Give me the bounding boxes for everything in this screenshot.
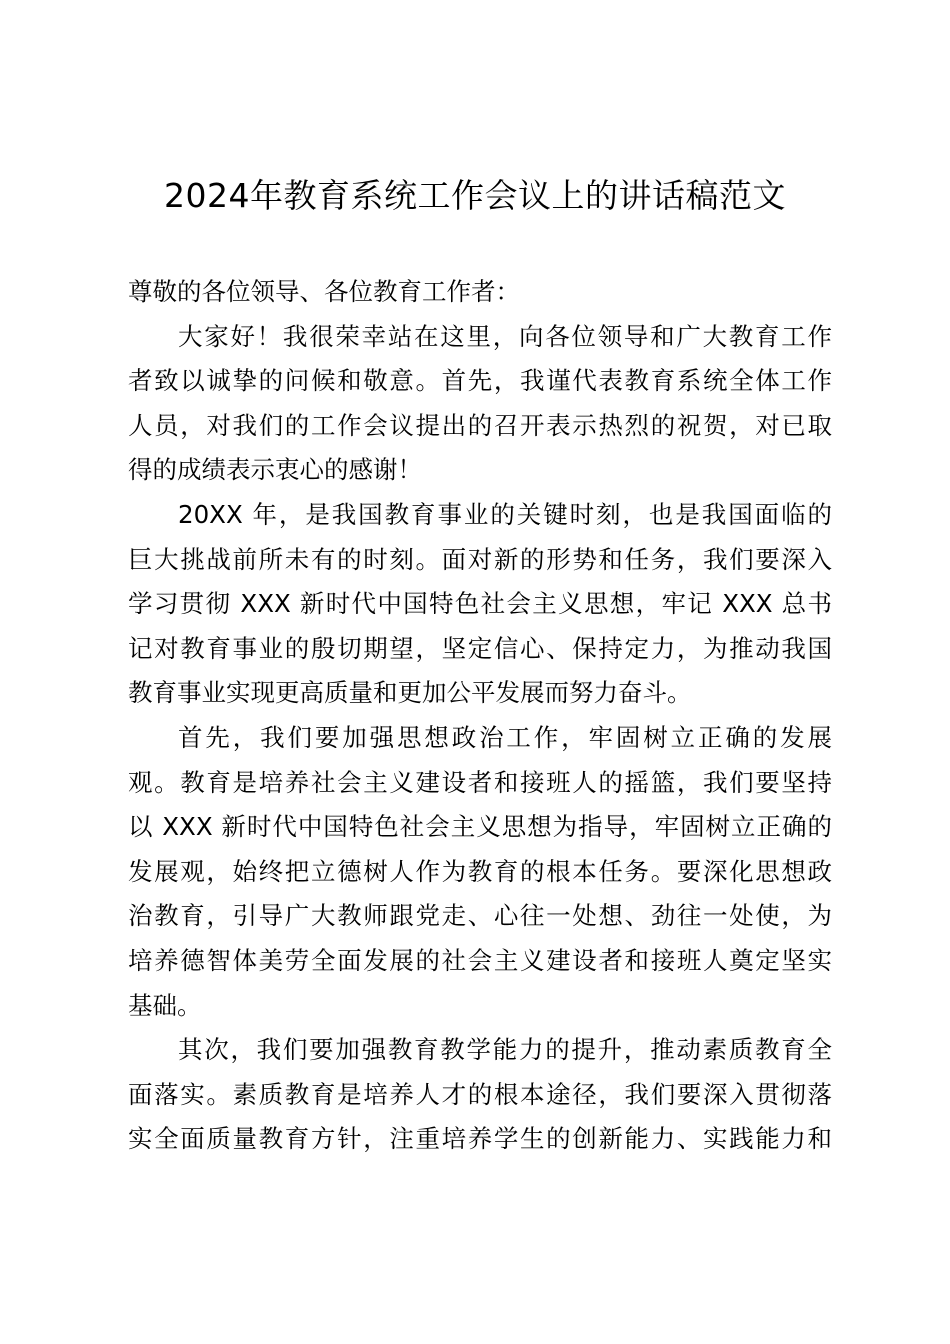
text-line: 实全面质量教育方针，注重培养学生的创新能力、实践能力和 bbox=[128, 1124, 832, 1154]
text-line: 得的成绩表示衷心的感谢！ bbox=[128, 455, 422, 485]
text-line: 者致以诚挚的问候和敬意。首先，我谨代表教育系统全体工作 bbox=[128, 366, 832, 396]
text-line: 大家好！我很荣幸站在这里，向各位领导和广大教育工作 bbox=[178, 321, 832, 351]
text-line: 观。教育是培养社会主义建设者和接班人的摇篮，我们要坚持 bbox=[128, 767, 832, 797]
text-line: 其次，我们要加强教育教学能力的提升，推动素质教育全 bbox=[178, 1035, 832, 1065]
paragraph-1 bbox=[128, 315, 832, 493]
text-line: 20XX 年，是我国教育事业的关键时刻，也是我国面临的 bbox=[178, 499, 832, 529]
document-body bbox=[128, 270, 832, 1162]
text-line: 面落实。素质教育是培养人才的根本途径，我们要深入贯彻落 bbox=[128, 1079, 832, 1109]
paragraph-4 bbox=[128, 1028, 832, 1162]
text-line: 学习贯彻 XXX 新时代中国特色社会主义思想，牢记 XXX 总书 bbox=[128, 589, 832, 619]
text-line: 首先，我们要加强思想政治工作，牢固树立正确的发展 bbox=[178, 722, 832, 752]
text-line: 基础。 bbox=[128, 990, 202, 1020]
text-line: 教育事业实现更高质量和更加公平发展而努力奋斗。 bbox=[128, 678, 692, 708]
salutation: 尊敬的各位领导、各位教育工作者： bbox=[128, 277, 520, 306]
text-line: 治教育，引导广大教师跟党走、心往一处想、劲往一处使，为 bbox=[128, 901, 832, 931]
text-line: 记对教育事业的殷切期望，坚定信心、保持定力，为推动我国 bbox=[128, 633, 832, 663]
text-line: 培养德智体美劳全面发展的社会主义建设者和接班人奠定坚实 bbox=[128, 945, 832, 975]
paragraph-2 bbox=[128, 493, 832, 716]
paragraph-3 bbox=[128, 716, 832, 1028]
text-line: 巨大挑战前所未有的时刻。面对新的形势和任务，我们要深入 bbox=[128, 544, 832, 574]
text-line: 人员，对我们的工作会议提出的召开表示热烈的祝贺，对已取 bbox=[128, 410, 832, 440]
text-line: 发展观，始终把立德树人作为教育的根本任务。要深化思想政 bbox=[128, 856, 832, 886]
document-title: 2024年教育系统工作会议上的讲话稿范文 bbox=[164, 176, 786, 215]
text-line: 以 XXX 新时代中国特色社会主义思想为指导，牢固树立正确的 bbox=[128, 812, 832, 842]
